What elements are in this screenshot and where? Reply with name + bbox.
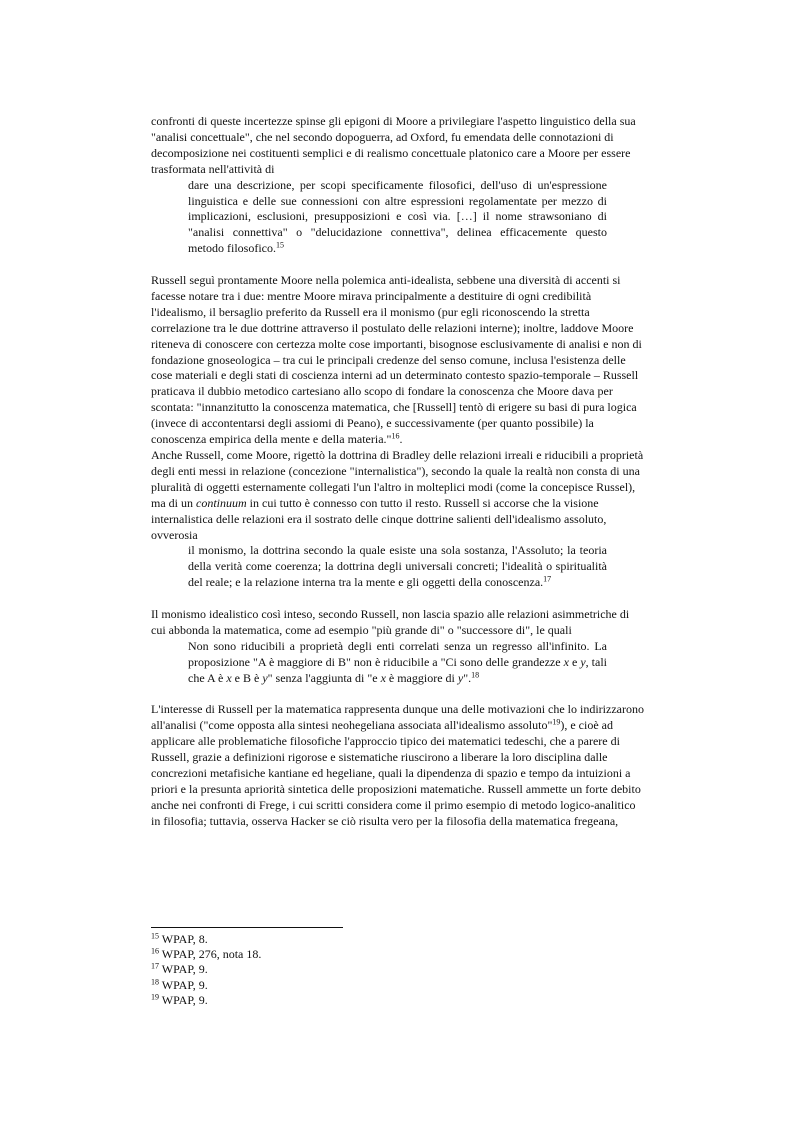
footnote-number: 19 [151, 992, 159, 1002]
footnote-text: WPAP, 9. [159, 962, 208, 977]
paragraph-gap [151, 591, 646, 607]
footnote-text: WPAP, 9. [159, 977, 208, 992]
variable-y: y [457, 670, 464, 685]
footnote-15 [151, 932, 261, 947]
footnote-text: WPAP, 276, nota 18. [159, 947, 262, 962]
variable-x: x [226, 670, 232, 685]
paragraph-text: Anche Russell, come Moore, rigettò la dottrina di Bradley delle relazioni irreali e riducibili a proprietà degli enti messi in relazione (concezione "internalistica"), secondo la quale la realtà non consta di una pluralità di oggetti esternamente collegati l'un l'altro in molteplici modi (come la concepisce Russel), ma di un [151, 448, 644, 510]
quote-text: il monismo, la dottrina secondo la quale esiste una sola sostanza, l'Assoluto; la teoria della verità come coerenza; la dottrina degli universali concreti; l'idealità o spiritualità del reale; e la relazione interna tra la mente e gli oggetti della conoscenza. [188, 543, 607, 590]
paragraph-text: confronti di queste incertezze spinse gli epigoni di Moore a privilegiare l'aspetto linguistico della sua "analisi concettuale", che nel secondo dopoguerra, ad Oxford, fu emendata delle connotazioni di decomposizione nei costituenti semplici e di realismo concettuale platonico care a Moore per essere trasformata nell'attività di [151, 114, 636, 176]
quote-text: dare una descrizione, per scopi specificamente filosofici, dell'uso di un'espressione linguistica e delle sue connessioni con altre espressioni regolamentate per mezzo di implicazioni, esclusioni, presupposizioni e così via. […] il nome strawsoniano di "analisi connettiva" o "delucidazione connettiva", delinea efficacemente questo metodo filosofico. [188, 177, 607, 256]
block-quote-connective-analysis [188, 178, 646, 258]
footnote-ref-18: 18 [471, 670, 480, 680]
footnote-number: 17 [151, 962, 159, 972]
paragraph-russell-anti-idealism [151, 273, 646, 448]
paragraph-text-cont: ), e cioè ad applicare alle problematiche filosofiche l'approccio tipico dei matematici tedeschi, che a parere di Russell, grazie a definizioni rigorose e sistematiche riuscirono a liberare la loro disciplina dalle concrezioni metafisiche kantiane ed hegeliane, quali la dipendenza di spazio e tempo da intuizioni a priori e la presunta apriorità sintetica delle proposizioni matematiche. Russell ammette un forte debito anche nei confronti di Frege, i cui scritti considera come il primo esempio di metodo logico-analitico in filosofia; tuttavia, osserva Hacker se ciò risulta vero per la filosofia della matematica fregeana, [151, 718, 641, 828]
quote-text: ". [463, 670, 472, 685]
italic-term: continuum [196, 495, 247, 510]
footnote-number: 15 [151, 931, 159, 941]
paragraph-text-cont: in cui tutto è connesso con tutto il resto. Russell si accorse che la visione internalistica delle relazioni era il sostrato delle cinque dottrine salienti dell'idealismo assoluto, ovverosia [151, 495, 607, 542]
footnote-ref-19: 19 [552, 718, 561, 727]
paragraph-gap [151, 257, 646, 273]
footnote-17 [151, 962, 261, 977]
footnote-16 [151, 947, 261, 962]
paragraph-bradley-relations [151, 448, 646, 543]
paragraph-gap [151, 687, 646, 703]
quote-text: e B è [231, 670, 263, 685]
footnote-text: WPAP, 8. [159, 932, 208, 946]
paragraph-russell-mathematics [151, 702, 646, 829]
block-quote-infinite-regress [188, 639, 646, 687]
quote-text: Non sono riducibili a proprietà degli enti correlati senza un regresso all'infinito. La proposizione "A è maggiore di B" non è riducibile a "Ci sono delle grandezze [188, 638, 607, 669]
footnotes [151, 932, 261, 1008]
footnote-separator [151, 927, 343, 928]
paragraph-text: L'interesse di Russell per la matematica rappresenta dunque una delle motivazioni che lo indirizzarono all'analisi ("come opposta alla sintesi neohegeliana associata all'idealismo assoluto" [151, 702, 644, 733]
variable-y: y [262, 670, 268, 685]
paragraph-text: Russell seguì prontamente Moore nella polemica anti-idealista, sebbene una diversità di accenti si facesse notare tra i due: mentre Moore mirava principalmente a destituire di ogni credibilità l'idealismo, il bersaglio preferito da Russell era il monismo (pur egli riconoscendo la stretta correlazione tra le due dottrine attraverso il postulato delle relazioni interne); inoltre, laddove Moore riteneva di conoscere con certezza molte cose importanti, bisognose esclusivamente di analisi e non di fondazione gnoseologica – tra cui le principali credenze del senso comune, inclusa l'esistenza delle cose materiali e degli stati di coscienza interni ad un determinato contesto spazio-temporale – Russell praticava il dubbio metodico cartesiano allo scopo di fondare la conoscenza che Moore dava per scontata: "innanzitutto la conoscenza matematica, che [Russell] tentò di erigere su basi di pura logica (invece di accontentarsi degli assiomi di Peano), e successivamente (per quanto possibile) la conoscenza empirica della mente e della materia." [151, 273, 642, 447]
variable-x: x [563, 654, 569, 669]
page-body [151, 114, 646, 830]
footnote-ref-17: 17 [543, 574, 552, 584]
footnote-text: WPAP, 9. [159, 992, 208, 1007]
footnote-18 [151, 978, 261, 993]
footnote-number: 18 [151, 977, 159, 987]
paragraph-asymmetric-relations [151, 607, 646, 639]
paragraph-end: . [399, 432, 403, 447]
block-quote-five-doctrines [188, 543, 646, 591]
paragraph-text: Il monismo idealistico così inteso, secondo Russell, non lascia spazio alle relazioni asimmetriche di cui abbonda la matematica, come ad esempio "più grande di" o "successore di", le quali [151, 607, 630, 637]
footnote-19 [151, 993, 261, 1008]
footnote-ref-15: 15 [275, 240, 284, 250]
footnote-number: 16 [151, 946, 159, 956]
quote-text: e [568, 654, 581, 669]
quote-text: " senza l'aggiunta di "e [267, 670, 381, 685]
variable-y: y [580, 654, 586, 669]
footnote-ref-16: 16 [391, 431, 400, 441]
variable-x: x [380, 670, 386, 685]
paragraph-moore-linguistic [151, 114, 646, 178]
quote-text: è maggiore di [385, 670, 458, 685]
quote-text: , tali che A è [188, 654, 608, 685]
